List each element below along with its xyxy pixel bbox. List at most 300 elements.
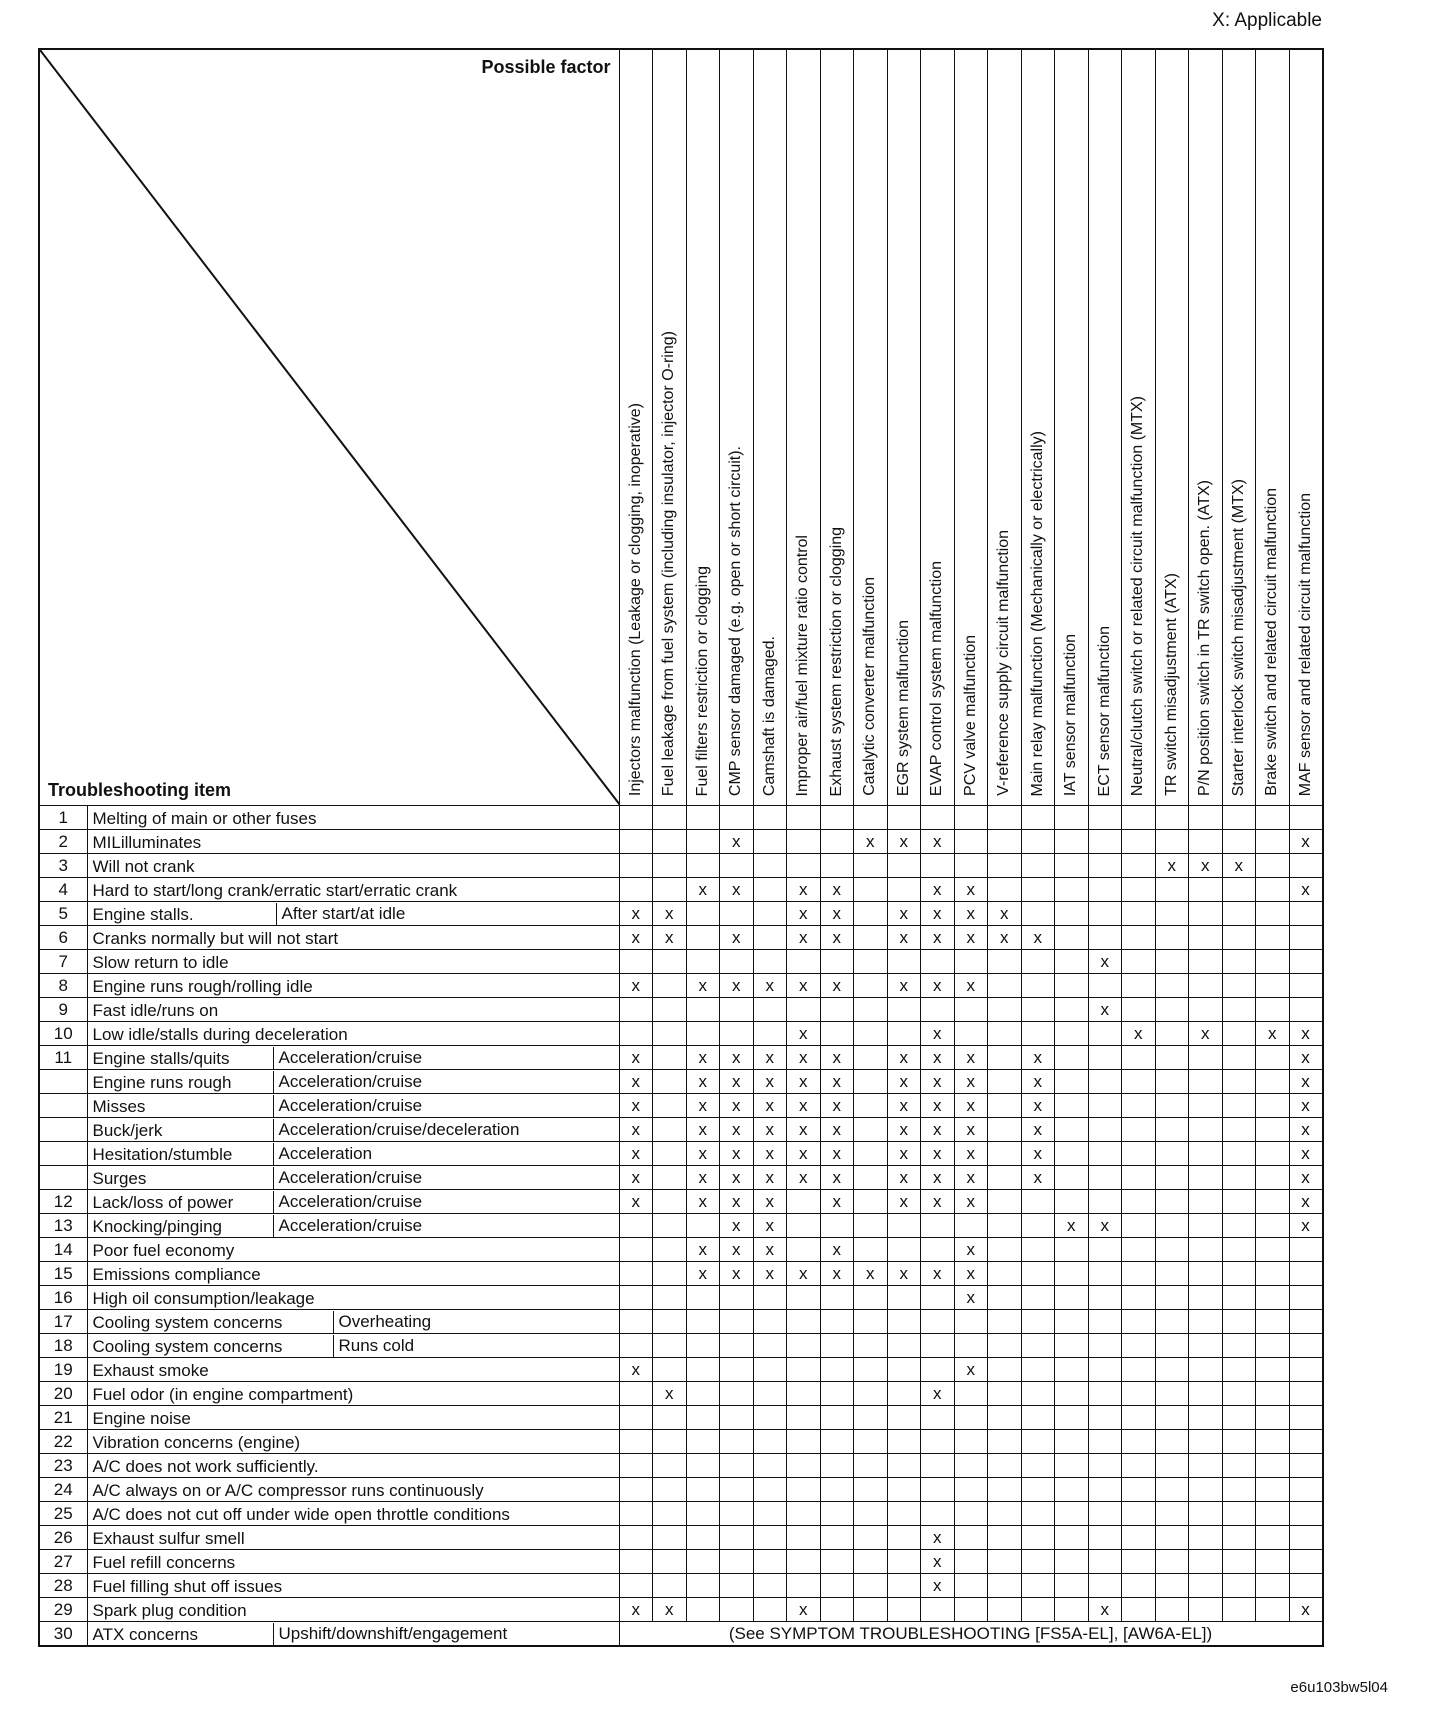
mark-cell — [954, 1166, 988, 1190]
mark-cell — [887, 1550, 921, 1574]
mark-cell — [854, 1478, 888, 1502]
mark-cell — [653, 1478, 687, 1502]
mark-cell — [653, 1142, 687, 1166]
mark-cell — [954, 830, 988, 854]
applicable-mark: x — [966, 1144, 975, 1163]
mark-cell — [988, 854, 1022, 878]
mark-cell — [1289, 1430, 1323, 1454]
mark-cell — [1055, 926, 1089, 950]
mark-cell — [887, 1334, 921, 1358]
mark-cell — [720, 1262, 754, 1286]
mark-cell — [1088, 1310, 1122, 1334]
table-row — [39, 1454, 1323, 1478]
mark-cell — [753, 1526, 787, 1550]
mark-cell — [988, 926, 1022, 950]
applicable-mark: x — [698, 1240, 707, 1259]
applicable-mark: x — [899, 1120, 908, 1139]
row-number: 19 — [39, 1358, 87, 1382]
mark-cell — [921, 998, 955, 1022]
mark-cell — [887, 926, 921, 950]
mark-cell — [1088, 830, 1122, 854]
mark-cell — [653, 1022, 687, 1046]
applicable-mark: x — [899, 1168, 908, 1187]
applicable-mark: x — [966, 1192, 975, 1211]
mark-cell — [988, 1238, 1022, 1262]
mark-cell — [1289, 1022, 1323, 1046]
mark-cell — [619, 854, 653, 878]
mark-cell — [1289, 1286, 1323, 1310]
mark-cell — [686, 1550, 720, 1574]
mark-cell — [787, 1238, 821, 1262]
mark-cell — [720, 1382, 754, 1406]
mark-cell — [1189, 878, 1223, 902]
mark-cell — [1155, 878, 1189, 902]
mark-cell — [653, 1526, 687, 1550]
applicable-mark: x — [966, 1072, 975, 1091]
mark-cell — [954, 902, 988, 926]
table-row — [39, 1238, 1323, 1262]
symptom-label: Emissions compliance — [92, 1264, 261, 1284]
symptom-label: Cooling system concerns — [92, 1312, 283, 1332]
applicable-mark: x — [732, 1072, 741, 1091]
mark-cell — [1222, 1478, 1256, 1502]
mark-cell — [787, 1094, 821, 1118]
mark-cell — [1122, 1382, 1156, 1406]
mark-cell — [619, 1574, 653, 1598]
mark-cell — [1122, 1406, 1156, 1430]
mark-cell — [653, 1286, 687, 1310]
symptom-cell — [87, 1430, 619, 1454]
applicable-mark: x — [799, 1072, 808, 1091]
applicable-mark: x — [966, 1168, 975, 1187]
mark-cell — [820, 1334, 854, 1358]
mark-cell — [1122, 1550, 1156, 1574]
mark-cell — [720, 998, 754, 1022]
mark-cell — [854, 1238, 888, 1262]
mark-cell — [787, 1358, 821, 1382]
mark-cell — [1289, 1382, 1323, 1406]
mark-cell — [1222, 854, 1256, 878]
mark-cell — [753, 1094, 787, 1118]
mark-cell — [1055, 1526, 1089, 1550]
applicable-mark: x — [966, 904, 975, 923]
applicable-mark: x — [799, 904, 808, 923]
mark-cell — [1289, 1046, 1323, 1070]
mark-cell — [1256, 1142, 1290, 1166]
symptom-cell — [87, 950, 619, 974]
mark-cell — [1222, 806, 1256, 830]
applicable-mark: x — [933, 1144, 942, 1163]
symptom-label: Low idle/stalls during deceleration — [92, 1024, 348, 1044]
applicable-mark: x — [966, 1360, 975, 1379]
mark-cell — [1155, 1046, 1189, 1070]
applicable-mark: x — [1301, 1120, 1310, 1139]
mark-cell — [854, 1214, 888, 1238]
mark-cell — [988, 1262, 1022, 1286]
mark-cell — [1122, 854, 1156, 878]
mark-cell — [720, 902, 754, 926]
symptom-label: MILilluminates — [92, 832, 202, 852]
table-row — [39, 1622, 1323, 1647]
mark-cell — [954, 1358, 988, 1382]
mark-cell — [887, 1046, 921, 1070]
symptom-cell — [87, 1526, 619, 1550]
mark-cell — [1021, 1526, 1055, 1550]
applicable-mark: x — [765, 1120, 774, 1139]
mark-cell — [921, 1190, 955, 1214]
mark-cell — [787, 1550, 821, 1574]
mark-cell — [787, 998, 821, 1022]
mark-cell — [1055, 1094, 1089, 1118]
mark-cell — [921, 1166, 955, 1190]
symptom-cell — [87, 1046, 619, 1070]
mark-cell — [686, 1046, 720, 1070]
mark-cell — [686, 878, 720, 902]
mark-cell — [1189, 1166, 1223, 1190]
mark-cell — [1021, 830, 1055, 854]
symptom-cell — [87, 902, 619, 926]
mark-cell — [954, 1118, 988, 1142]
symptom-label: Fuel odor (in engine compartment) — [92, 1384, 354, 1404]
mark-cell — [1021, 1430, 1055, 1454]
applicable-mark: x — [1100, 1000, 1109, 1019]
condition-label: Acceleration/cruise — [273, 1047, 423, 1069]
mark-cell — [1055, 1190, 1089, 1214]
mark-cell — [1088, 1382, 1122, 1406]
row-number: 17 — [39, 1310, 87, 1334]
mark-cell — [887, 1094, 921, 1118]
applicable-mark: x — [899, 904, 908, 923]
header-corner — [39, 49, 619, 806]
mark-cell — [1021, 1238, 1055, 1262]
mark-cell — [753, 974, 787, 998]
factor-header-21 — [1289, 49, 1323, 806]
mark-cell — [1189, 1094, 1223, 1118]
mark-cell — [988, 950, 1022, 974]
mark-cell — [753, 1334, 787, 1358]
mark-cell — [1055, 974, 1089, 998]
mark-cell — [1189, 974, 1223, 998]
mark-cell — [753, 830, 787, 854]
applicable-mark: x — [765, 1240, 774, 1259]
mark-cell — [1122, 998, 1156, 1022]
mark-cell — [1055, 1358, 1089, 1382]
mark-cell — [686, 950, 720, 974]
symptom-cell — [87, 1070, 619, 1094]
mark-cell — [1189, 1382, 1223, 1406]
mark-cell — [954, 854, 988, 878]
mark-cell — [686, 1262, 720, 1286]
mark-cell — [921, 1142, 955, 1166]
applicable-mark: x — [799, 1096, 808, 1115]
mark-cell — [820, 830, 854, 854]
mark-cell — [820, 1430, 854, 1454]
applicable-mark: x — [799, 1168, 808, 1187]
mark-cell — [1256, 974, 1290, 998]
symptom-label: Cranks normally but will not start — [92, 928, 339, 948]
symptom-label: Exhaust sulfur smell — [92, 1528, 245, 1548]
applicable-mark: x — [799, 1144, 808, 1163]
mark-cell — [1088, 1478, 1122, 1502]
mark-cell — [988, 974, 1022, 998]
mark-cell — [619, 1526, 653, 1550]
mark-cell — [954, 1262, 988, 1286]
mark-cell — [1256, 1454, 1290, 1478]
row-number: 1 — [39, 806, 87, 830]
mark-cell — [787, 1022, 821, 1046]
mark-cell — [787, 1046, 821, 1070]
mark-cell — [686, 1598, 720, 1622]
mark-cell — [1155, 1142, 1189, 1166]
possible-factor-label: Possible factor — [481, 57, 611, 77]
applicable-mark: x — [933, 976, 942, 995]
table-row — [39, 1046, 1323, 1070]
mark-cell — [787, 1454, 821, 1478]
mark-cell — [619, 1334, 653, 1358]
applicable-mark: x — [832, 1168, 841, 1187]
applicable-mark: x — [933, 1576, 942, 1595]
mark-cell — [787, 830, 821, 854]
row-number — [39, 1070, 87, 1094]
mark-cell — [820, 926, 854, 950]
mark-cell — [686, 854, 720, 878]
mark-cell — [720, 1310, 754, 1334]
factor-label: EVAP control system malfunction — [928, 560, 946, 796]
mark-cell — [887, 1406, 921, 1430]
mark-cell — [1122, 1334, 1156, 1358]
mark-cell — [1256, 950, 1290, 974]
applicable-mark: x — [631, 1600, 640, 1619]
mark-cell — [1289, 1358, 1323, 1382]
mark-cell — [820, 1478, 854, 1502]
mark-cell — [686, 1358, 720, 1382]
mark-cell — [854, 1574, 888, 1598]
applicable-mark: x — [832, 1048, 841, 1067]
applicable-mark: x — [765, 1216, 774, 1235]
mark-cell — [720, 1286, 754, 1310]
mark-cell — [1088, 1358, 1122, 1382]
mark-cell — [887, 830, 921, 854]
symptom-cell — [87, 1166, 619, 1190]
mark-cell — [1122, 926, 1156, 950]
mark-cell — [854, 1406, 888, 1430]
symptom-label: ATX concerns — [92, 1624, 199, 1644]
applicable-mark: x — [732, 1240, 741, 1259]
applicable-mark: x — [1000, 904, 1009, 923]
applicable-mark: x — [1033, 928, 1042, 947]
row-number: 29 — [39, 1598, 87, 1622]
mark-cell — [887, 1502, 921, 1526]
mark-cell — [820, 1454, 854, 1478]
mark-cell — [1222, 1166, 1256, 1190]
mark-cell — [653, 1190, 687, 1214]
applicable-mark: x — [899, 1264, 908, 1283]
mark-cell — [1021, 1190, 1055, 1214]
mark-cell — [1055, 1454, 1089, 1478]
mark-cell — [720, 1574, 754, 1598]
symptom-label: Engine stalls/quits — [92, 1048, 230, 1068]
mark-cell — [1189, 902, 1223, 926]
mark-cell — [954, 1070, 988, 1094]
mark-cell — [653, 1598, 687, 1622]
applicable-mark: x — [732, 832, 741, 851]
mark-cell — [1155, 1190, 1189, 1214]
row-number — [39, 1118, 87, 1142]
mark-cell — [854, 1070, 888, 1094]
mark-cell — [1189, 950, 1223, 974]
applicable-mark: x — [631, 1168, 640, 1187]
mark-cell — [820, 1526, 854, 1550]
mark-cell — [1021, 1022, 1055, 1046]
table-row — [39, 1478, 1323, 1502]
table-row — [39, 830, 1323, 854]
mark-cell — [1055, 1070, 1089, 1094]
mark-cell — [1055, 1502, 1089, 1526]
mark-cell — [1021, 1478, 1055, 1502]
mark-cell — [720, 1598, 754, 1622]
mark-cell — [753, 1310, 787, 1334]
mark-cell — [1155, 806, 1189, 830]
applicable-mark: x — [966, 1096, 975, 1115]
mark-cell — [1155, 1238, 1189, 1262]
table-row — [39, 1430, 1323, 1454]
mark-cell — [1021, 1070, 1055, 1094]
applicable-mark: x — [732, 1144, 741, 1163]
table-row — [39, 1214, 1323, 1238]
mark-cell — [720, 1502, 754, 1526]
mark-cell — [619, 1310, 653, 1334]
applicable-mark: x — [665, 1384, 674, 1403]
mark-cell — [653, 1550, 687, 1574]
mark-cell — [1189, 1022, 1223, 1046]
row-number: 14 — [39, 1238, 87, 1262]
mark-cell — [954, 1334, 988, 1358]
mark-cell — [653, 1574, 687, 1598]
mark-cell — [887, 1118, 921, 1142]
row-number: 11 — [39, 1046, 87, 1070]
applicable-mark: x — [933, 1072, 942, 1091]
applicable-mark: x — [832, 1120, 841, 1139]
mark-cell — [887, 1022, 921, 1046]
mark-cell — [887, 1262, 921, 1286]
mark-cell — [1222, 902, 1256, 926]
symptom-cell — [87, 1142, 619, 1166]
mark-cell — [954, 1526, 988, 1550]
applicable-mark: x — [832, 1264, 841, 1283]
mark-cell — [753, 1046, 787, 1070]
mark-cell — [1088, 1454, 1122, 1478]
mark-cell — [1289, 974, 1323, 998]
mark-cell — [954, 974, 988, 998]
row-number: 24 — [39, 1478, 87, 1502]
mark-cell — [686, 1238, 720, 1262]
mark-cell — [1122, 974, 1156, 998]
mark-cell — [1289, 854, 1323, 878]
mark-cell — [887, 806, 921, 830]
mark-cell — [854, 878, 888, 902]
symptom-label: Cooling system concerns — [92, 1336, 283, 1356]
mark-cell — [1222, 1070, 1256, 1094]
mark-cell — [1055, 854, 1089, 878]
mark-cell — [1155, 1094, 1189, 1118]
applicable-mark: x — [933, 1048, 942, 1067]
row-number: 25 — [39, 1502, 87, 1526]
mark-cell — [887, 1214, 921, 1238]
applicable-mark: x — [899, 1072, 908, 1091]
mark-cell — [686, 1070, 720, 1094]
applicable-mark: x — [1301, 1216, 1310, 1235]
mark-cell — [1021, 974, 1055, 998]
symptom-cell — [87, 1214, 619, 1238]
mark-cell — [1289, 926, 1323, 950]
symptom-cell — [87, 1454, 619, 1478]
factor-header-4 — [720, 49, 754, 806]
mark-cell — [954, 1550, 988, 1574]
symptom-cell — [87, 998, 619, 1022]
applicable-mark: x — [832, 1144, 841, 1163]
mark-cell — [954, 806, 988, 830]
symptom-cell — [87, 1478, 619, 1502]
mark-cell — [787, 1166, 821, 1190]
symptom-label: Melting of main or other fuses — [92, 808, 317, 828]
mark-cell — [954, 1502, 988, 1526]
applicable-mark: x — [832, 904, 841, 923]
factor-header-11 — [954, 49, 988, 806]
mark-cell — [1189, 1550, 1223, 1574]
mark-cell — [686, 1478, 720, 1502]
mark-cell — [887, 1310, 921, 1334]
symptom-label: Misses — [92, 1096, 146, 1116]
mark-cell — [1155, 1574, 1189, 1598]
table-row — [39, 1502, 1323, 1526]
mark-cell — [787, 1286, 821, 1310]
mark-cell — [686, 1382, 720, 1406]
mark-cell — [787, 1382, 821, 1406]
symptom-label: Hard to start/long crank/erratic start/erratic crank — [92, 880, 458, 900]
mark-cell — [820, 1142, 854, 1166]
mark-cell — [1021, 950, 1055, 974]
mark-cell — [1088, 1550, 1122, 1574]
mark-cell — [1088, 1214, 1122, 1238]
mark-cell — [921, 1550, 955, 1574]
mark-cell — [1021, 1382, 1055, 1406]
mark-cell — [653, 974, 687, 998]
mark-cell — [954, 1238, 988, 1262]
mark-cell — [653, 1502, 687, 1526]
table-row — [39, 902, 1323, 926]
symptom-cell — [87, 1022, 619, 1046]
mark-cell — [619, 1502, 653, 1526]
mark-cell — [1189, 1454, 1223, 1478]
mark-cell — [1021, 902, 1055, 926]
mark-cell — [753, 1238, 787, 1262]
row-number — [39, 1142, 87, 1166]
applicable-mark: x — [698, 976, 707, 995]
mark-cell — [1256, 1550, 1290, 1574]
applicable-mark: x — [899, 1096, 908, 1115]
mark-cell — [820, 1166, 854, 1190]
mark-cell — [820, 1598, 854, 1622]
applicable-mark: x — [1301, 1072, 1310, 1091]
mark-cell — [787, 902, 821, 926]
mark-cell — [1055, 830, 1089, 854]
mark-cell — [1155, 1214, 1189, 1238]
condition-label: After start/at idle — [276, 903, 406, 925]
condition-label: Acceleration/cruise — [273, 1071, 423, 1093]
mark-cell — [1189, 1310, 1223, 1334]
row-number: 6 — [39, 926, 87, 950]
mark-cell — [1155, 1070, 1189, 1094]
